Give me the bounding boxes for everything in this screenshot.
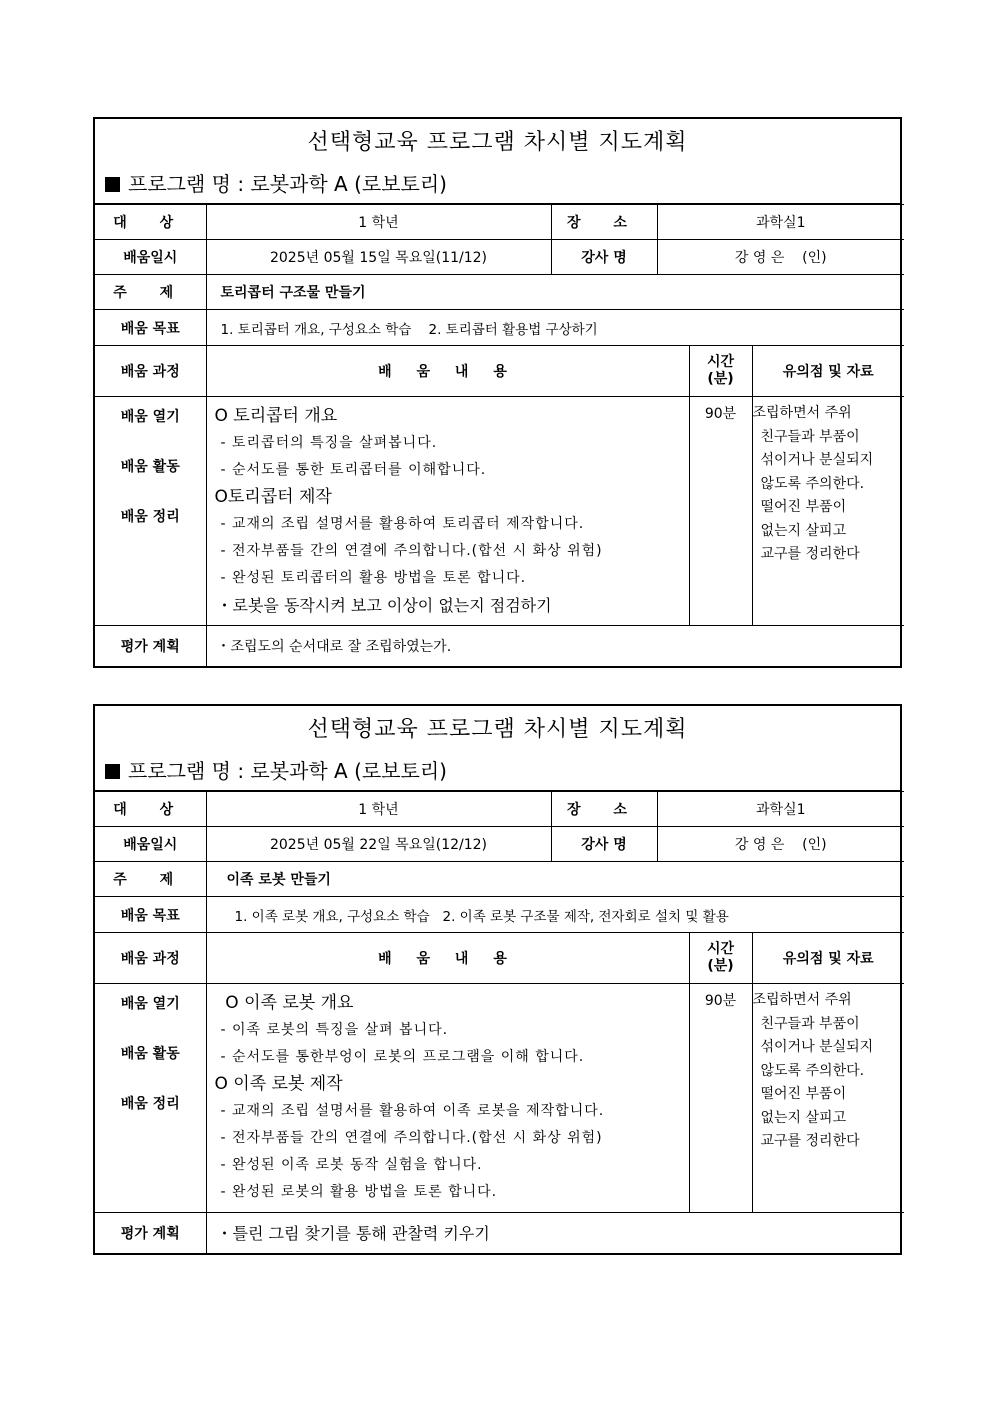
content-line: - 순서도를 통한 토리콥터를 이해합니다.: [220, 462, 487, 478]
process-header: 배움 과정: [95, 346, 206, 397]
eval-value: ・틀린 그림 찾기를 통해 관찰력 키우기: [206, 1213, 904, 1253]
notes-header: 유의점 및 자료: [752, 346, 904, 397]
note-line: 조립하면서 주위: [752, 405, 852, 421]
process-steps: [95, 397, 206, 626]
content-line: - 교재의 조립 설명서를 활용하여 이족 로봇을 제작합니다.: [220, 1103, 605, 1119]
topic-value: 토리콥터 구조물 만들기: [206, 275, 904, 310]
lesson-content: [206, 397, 689, 626]
teacher-value: 강 영 은 (인): [657, 240, 904, 275]
note-line: 교구를 정리한다: [760, 546, 860, 562]
process-step: 배움 열기: [120, 409, 180, 425]
date-label: 배움일시: [95, 827, 206, 862]
goal-label: 배움 목표: [95, 310, 206, 346]
program-name-text: 프로그램 명 : 로봇과학 A (로보토리): [128, 172, 447, 196]
plan-header: [95, 706, 900, 791]
time-value: 90분: [689, 984, 752, 1213]
note-line: 섞이거나 분실되지: [760, 1039, 874, 1055]
eval-value: ・조립도의 순서대로 잘 조립하였는가.: [206, 626, 904, 666]
time-value: 90분: [689, 397, 752, 626]
content-line: - 완성된 이족 로봇 동작 실험을 합니다.: [220, 1157, 483, 1173]
content-section-title: O 이족 로봇 개요: [214, 993, 354, 1013]
square-bullet-icon: [105, 764, 120, 779]
process-step: 배움 정리: [120, 509, 180, 525]
program-name-text: 프로그램 명 : 로봇과학 A (로보토리): [128, 759, 447, 783]
place-label: 장 소: [551, 205, 657, 240]
process-header: 배움 과정: [95, 933, 206, 984]
lesson-plan-2: [93, 704, 902, 1255]
topic-label: 주 제: [95, 862, 206, 897]
content-section-title: O 토리콥터 개요: [214, 406, 338, 426]
goal-label: 배움 목표: [95, 897, 206, 933]
date-value: 2025년 05월 15일 목요일(11/12): [206, 240, 551, 275]
target-value: 1 학년: [206, 792, 551, 827]
content-checkpoint: ・로봇을 동작시켜 보고 이상이 없는지 점검하기: [216, 596, 552, 615]
topic-label: 주 제: [95, 275, 206, 310]
target-value: 1 학년: [206, 205, 551, 240]
plan-table: [95, 204, 904, 666]
note-line: 섞이거나 분실되지: [760, 452, 874, 468]
plan-title: 선택형교육 프로그램 차시별 지도계획: [307, 717, 688, 742]
program-name: [105, 755, 447, 784]
note-line: 떨어진 부품이: [760, 499, 847, 515]
square-bullet-icon: [105, 177, 120, 192]
eval-label: 평가 계획: [95, 1213, 206, 1253]
lesson-content: [206, 984, 689, 1213]
content-header: 배 움 내 용: [206, 346, 689, 397]
notes-value: [752, 984, 904, 1213]
time-header-line2: (분): [707, 371, 734, 387]
content-line: - 교재의 조립 설명서를 활용하여 토리콥터 제작합니다.: [220, 516, 585, 532]
process-step: 배움 열기: [120, 996, 180, 1012]
content-line: - 전자부품들 간의 연결에 주의합니다.(합선 시 화상 위험): [220, 1130, 603, 1146]
note-line: 친구들과 부품이: [760, 1015, 860, 1032]
eval-label: 평가 계획: [95, 626, 206, 666]
time-header: [689, 933, 752, 984]
lesson-plan-1: [93, 117, 902, 668]
note-line: 조립하면서 주위: [752, 992, 852, 1008]
content-section-title: O토리콥터 제작: [214, 487, 332, 507]
goal-value: 1. 토리콥터 개요, 구성요소 학습 2. 토리콥터 활용법 구상하기: [206, 310, 904, 346]
plan-title: 선택형교육 프로그램 차시별 지도계획: [307, 130, 688, 155]
content-section-title: O 이족 로봇 제작: [214, 1074, 343, 1094]
place-label: 장 소: [551, 792, 657, 827]
time-header: [689, 346, 752, 397]
content-line: - 토리콥터의 특징을 살펴봅니다.: [220, 435, 438, 451]
notes-value: [752, 397, 904, 626]
note-line: 없는지 살피고: [760, 1109, 847, 1126]
note-line: 친구들과 부품이: [760, 428, 860, 445]
place-value: 과학실1: [657, 792, 904, 827]
content-line: - 전자부품들 간의 연결에 주의합니다.(합선 시 화상 위험): [220, 543, 603, 559]
process-steps: [95, 984, 206, 1213]
content-line: - 순서도를 통한부엉이 로봇의 프로그램을 이해 합니다.: [220, 1049, 585, 1065]
teacher-label: 강사 명: [551, 827, 657, 862]
process-step: 배움 활동: [120, 1046, 180, 1062]
note-line: 교구를 정리한다: [760, 1133, 860, 1149]
place-value: 과학실1: [657, 205, 904, 240]
content-line: - 이족 로봇의 특징을 살펴 봅니다.: [220, 1022, 449, 1038]
note-line: 떨어진 부품이: [760, 1086, 847, 1102]
note-line: 않도록 주의한다.: [760, 1062, 865, 1079]
process-step: 배움 정리: [120, 1096, 180, 1112]
teacher-value: 강 영 은 (인): [657, 827, 904, 862]
plan-header: [95, 119, 900, 204]
program-name: [105, 168, 447, 197]
goal-value: 1. 이족 로봇 개요, 구성요소 학습 2. 이족 로봇 구조물 제작, 전자회로 설치 및 활용: [206, 897, 904, 933]
notes-header: 유의점 및 자료: [752, 933, 904, 984]
time-header-line1: 시간: [706, 941, 735, 957]
teacher-label: 강사 명: [551, 240, 657, 275]
time-header-line2: (분): [707, 958, 734, 974]
note-line: 않도록 주의한다.: [760, 475, 865, 492]
time-header-line1: 시간: [706, 354, 735, 370]
content-line: - 완성된 로봇의 활용 방법을 토론 합니다.: [220, 1184, 498, 1200]
target-label: 대 상: [95, 792, 206, 827]
content-header: 배 움 내 용: [206, 933, 689, 984]
note-line: 없는지 살피고: [760, 522, 847, 539]
date-label: 배움일시: [95, 240, 206, 275]
target-label: 대 상: [95, 205, 206, 240]
date-value: 2025년 05월 22일 목요일(12/12): [206, 827, 551, 862]
plan-table: [95, 791, 904, 1253]
topic-value: 이족 로봇 만들기: [206, 862, 904, 897]
process-step: 배움 활동: [120, 459, 180, 475]
content-line: - 완성된 토리콥터의 활용 방법을 토론 합니다.: [220, 570, 527, 586]
